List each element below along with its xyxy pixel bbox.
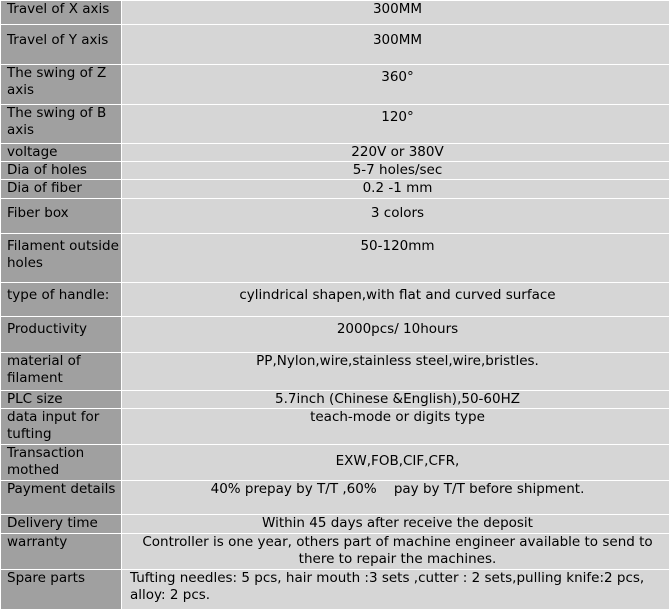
spec-label: PLC size (1, 390, 122, 408)
spec-value: 5-7 holes/sec (122, 161, 669, 179)
spec-value: 220V or 380V (122, 143, 669, 161)
table-row (1, 25, 669, 65)
spec-label: Productivity (1, 317, 122, 352)
spec-label: Spare parts (1, 569, 122, 609)
table-row (1, 390, 669, 408)
spec-label: data input for tufting (1, 408, 122, 444)
table-row (1, 481, 669, 515)
table-row (1, 105, 669, 143)
spec-value: 3 colors (122, 198, 669, 233)
table-row (1, 283, 669, 317)
spec-label: Dia of holes (1, 161, 122, 179)
table-row (1, 515, 669, 533)
table-row (1, 179, 669, 198)
spec-label: warranty (1, 533, 122, 569)
spec-label: Delivery time (1, 515, 122, 533)
table-row (1, 1, 669, 25)
spec-value: 300MM (122, 1, 669, 25)
spec-label: Payment details (1, 481, 122, 515)
spec-value: 40% prepay by T/T ,60% pay by T/T before shipment. (122, 481, 669, 515)
spec-value: EXW,FOB,CIF,CFR, (122, 445, 669, 481)
spec-label: Travel of Y axis (1, 25, 122, 65)
spec-value: 360° (122, 65, 669, 105)
spec-value: 300MM (122, 25, 669, 65)
spec-value: 5.7inch (Chinese &English),50-60HZ (122, 390, 669, 408)
spec-label: Dia of fiber (1, 179, 122, 198)
table-row (1, 352, 669, 390)
spec-label: material of filament (1, 352, 122, 390)
table-row (1, 143, 669, 161)
spec-value: cylindrical shapen,with flat and curved surface (122, 283, 669, 317)
spec-value: Tufting needles: 5 pcs, hair mouth :3 sets ,cutter : 2 sets,pulling knife:2 pcs, alloy: 2 pcs. (122, 569, 669, 609)
table-row (1, 569, 669, 609)
spec-value: 120° (122, 105, 669, 143)
spec-label: The swing of B axis (1, 105, 122, 143)
table-row (1, 65, 669, 105)
table-row (1, 533, 669, 569)
table-row (1, 317, 669, 352)
spec-label: Travel of X axis (1, 1, 122, 25)
spec-value: Controller is one year, others part of machine engineer available to send to there to repair the machines. (122, 533, 669, 569)
spec-label: The swing of Z axis (1, 65, 122, 105)
spec-value: 50-120mm (122, 234, 669, 283)
spec-label: type of handle: (1, 283, 122, 317)
spec-label: Fiber box (1, 198, 122, 233)
spec-value: Within 45 days after receive the deposit (122, 515, 669, 533)
spec-value: PP,Nylon,wire,stainless steel,wire,bristles. (122, 352, 669, 390)
table-row (1, 198, 669, 233)
table-row (1, 408, 669, 444)
spec-value: teach-mode or digits type (122, 408, 669, 444)
table-row (1, 161, 669, 179)
spec-value: 2000pcs/ 10hours (122, 317, 669, 352)
spec-value: 0.2 -1 mm (122, 179, 669, 198)
spec-label: Filament outside holes (1, 234, 122, 283)
spec-label: voltage (1, 143, 122, 161)
table-row (1, 445, 669, 481)
table-row (1, 234, 669, 283)
spec-label: Transaction mothed (1, 445, 122, 481)
